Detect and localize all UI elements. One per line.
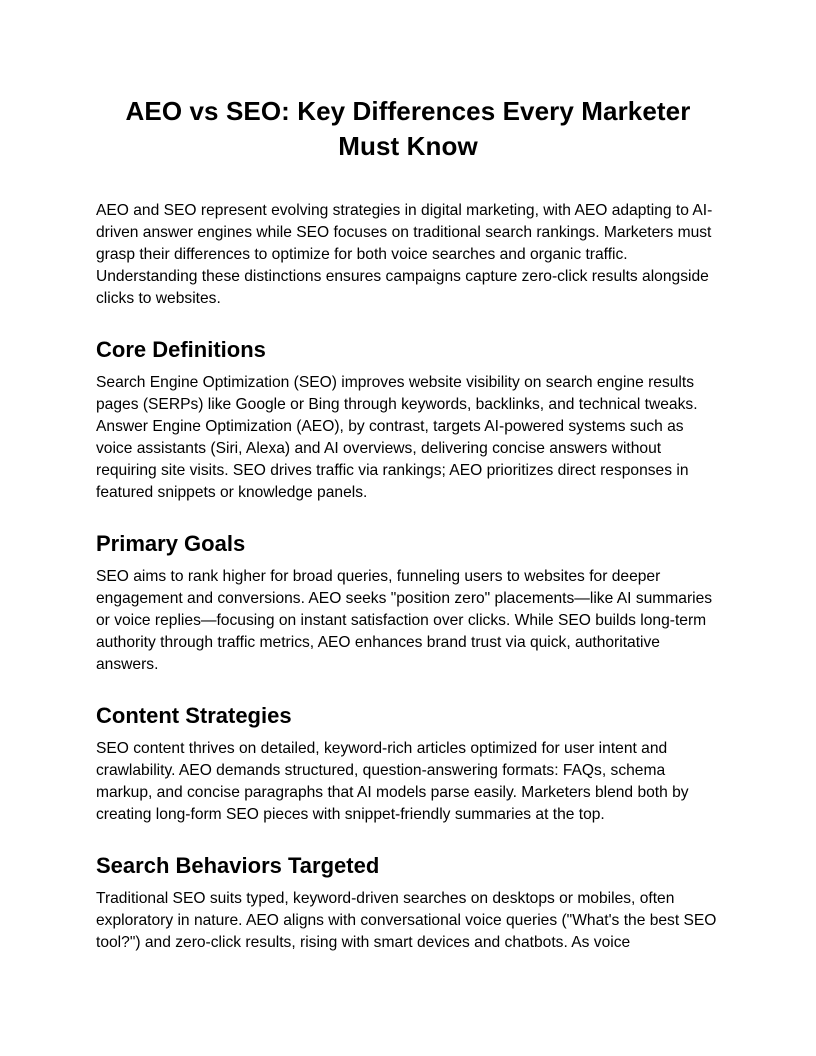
intro-paragraph: AEO and SEO represent evolving strategies in digital marketing, with AEO adapting to AI-driven answer engines while SEO focuses on traditional search rankings. Marketers must grasp their differences to optimize for both voice searches and organic traffic. Understanding these distinctions ensures campaigns capture zero-click results alongside clicks to websites. [96,202,713,307]
section-heading-content-strategies: Content Strategies [96,703,292,728]
document-title: AEO vs SEO: Key Differences Every Marketer Must Know [125,96,691,161]
section-heading-search-behaviors: Search Behaviors Targeted [96,853,380,878]
section-body-primary-goals: SEO aims to rank higher for broad queries, funneling users to websites for deeper engagement and conversions. AEO seeks "position zero" placements—like AI summaries or voice replies—focusing on instant satisfaction over clicks. While SEO builds long-term authority through traffic metrics, AEO enhances brand trust via quick, authoritative answers. [96,568,713,673]
document-page [96,94,720,954]
section-body-core-definitions: Search Engine Optimization (SEO) improves website visibility on search engine results pages (SERPs) like Google or Bing through keywords, backlinks, and technical tweaks. Answer Engine Optimization (AEO), by contrast, targets AI-powered systems such as voice assistants (Siri, Alexa) and AI overviews, delivering concise answers without requiring site visits. SEO drives traffic via rankings; AEO prioritizes direct responses in featured snippets or knowledge panels. [96,374,698,501]
section-body-search-behaviors: Traditional SEO suits typed, keyword-driven searches on desktops or mobiles, often exploratory in nature. AEO aligns with conversational voice queries ("What's the best SEO tool?") and zero-click results, rising with smart devices and chatbots. As voice [96,890,717,951]
section-heading-primary-goals: Primary Goals [96,531,246,556]
section-body-content-strategies: SEO content thrives on detailed, keyword-rich articles optimized for user intent and crawlability. AEO demands structured, question-answering formats: FAQs, schema markup, and concise paragraphs that AI models parse easily. Marketers blend both by creating long-form SEO pieces with snippet-friendly summaries at the top. [96,740,689,823]
section-heading-core-definitions: Core Definitions [96,337,266,362]
